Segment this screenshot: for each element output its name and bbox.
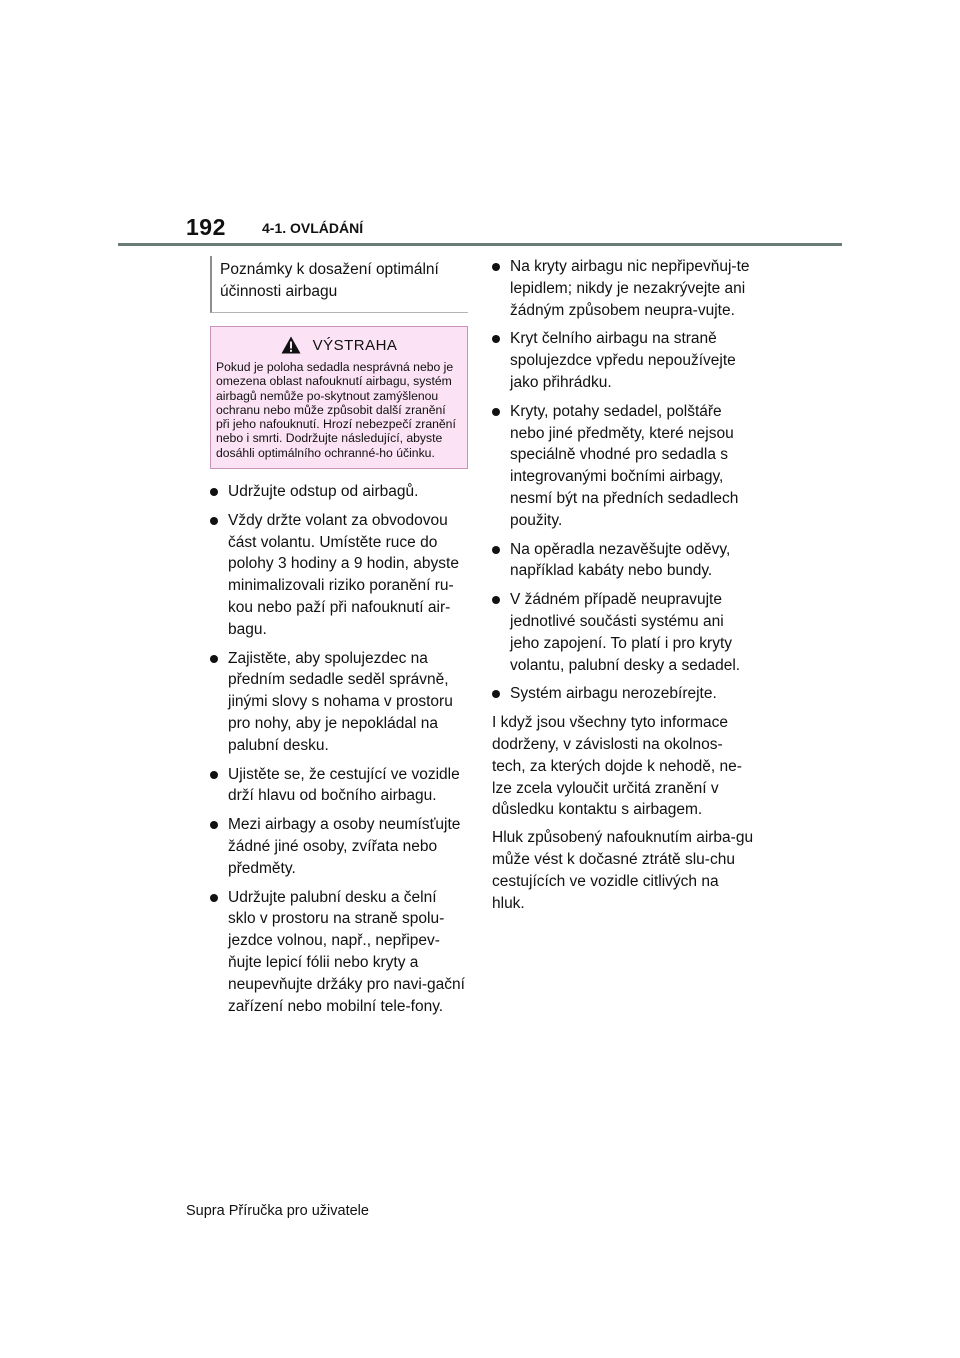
bullet-icon xyxy=(210,655,218,663)
list-item: Systém airbagu nerozebírejte. xyxy=(492,683,754,705)
bullet-icon xyxy=(210,488,218,496)
bullet-icon xyxy=(210,771,218,779)
bullet-icon xyxy=(210,517,218,525)
footer-text: Supra Příručka pro uživatele xyxy=(186,1203,369,1219)
bullet-icon xyxy=(492,335,500,343)
bullet-icon xyxy=(210,821,218,829)
section-title: 4-1. OVLÁDÁNÍ xyxy=(262,220,364,236)
bullet-icon xyxy=(492,263,500,271)
left-bullet-list xyxy=(210,481,468,1017)
header-divider xyxy=(118,243,842,246)
bullet-icon xyxy=(210,894,218,902)
list-item: Ujistěte se, že cestující ve vozidle drží hlavu od bočního airbagu. xyxy=(210,764,468,808)
right-bullet-list xyxy=(492,256,754,705)
list-item: Mezi airbagy a osoby neumísťujte žádné jiné osoby, zvířata nebo předměty. xyxy=(210,814,468,879)
body-paragraph: I když jsou všechny tyto informace dodrženy, v závislosti na okolnos-tech, za kterých dojde k nehodě, ne-lze zcela vyloučit určitá zranění v důsledku kontaktu s airbagem. xyxy=(492,714,742,819)
list-item: Na opěradla nezavěšujte oděvy, například kabáty nebo bundy. xyxy=(492,539,754,583)
bullet-icon xyxy=(492,546,500,554)
bullet-icon xyxy=(492,408,500,416)
bullet-icon xyxy=(492,690,500,698)
warning-title: VÝSTRAHA xyxy=(312,336,398,354)
list-item: Kryty, potahy sedadel, polštáře nebo jiné předměty, které nejsou speciálně vhodné pro sedadla s integrovanými bočními airbagy, nesmí být na předních sedadlech použity. xyxy=(492,401,754,532)
warning-triangle-icon xyxy=(281,336,301,354)
list-item: Kryt čelního airbagu na straně spolujezdce vpředu nepoužívejte jako přihrádku. xyxy=(492,328,754,393)
left-column xyxy=(210,256,468,1024)
list-item: Udržujte palubní desku a čelní sklo v prostoru na straně spolu-jezdce volnou, např., nepřipev-ňujte lepicí fólii nebo kryty a neupevňujte držáky pro navi-gační zařízení nebo mobilní tele-fony. xyxy=(210,887,468,1018)
list-item: Zajistěte, aby spolujezdec na předním sedadle seděl správně, jinými slovy s nohama v prostoru pro nohy, aby je nepokládal na palubní desku. xyxy=(210,648,468,757)
page-number: 192 xyxy=(186,214,226,240)
warning-header xyxy=(211,327,467,359)
right-column xyxy=(492,256,754,920)
note-heading: Poznámky k dosažení optimální účinnosti airbagu xyxy=(210,256,468,313)
list-item: Udržujte odstup od airbagů. xyxy=(210,481,468,503)
body-paragraph: Hluk způsobený nafouknutím airba-gu může vést k dočasné ztrátě slu-chu cestujících ve vozidle citlivých na hluk. xyxy=(492,829,754,912)
warning-text: Pokud je poloha sedadla nesprávná nebo je omezena oblast nafouknutí airbagu, systém airbagů nemůže po-skytnout zamýšlenou ochranu nebo může způsobit další zranění při jeho nafouknutí. Hrozí nebezpečí zranění nebo i smrti. Dodržujte následující, abyste dosáhli optimálního ochranné-ho účinku. xyxy=(216,360,456,460)
warning-box xyxy=(210,326,468,469)
list-item: Na kryty airbagu nic nepřipevňuj-te lepidlem; nikdy je nezakrývejte ani žádným způsobem neupra-vujte. xyxy=(492,256,754,321)
list-item: Vždy držte volant za obvodovou část volantu. Umístěte ruce do polohy 3 hodiny a 9 hodin, abyste minimalizovali riziko poranění ru-kou nebo paží při nafouknutí air-bagu. xyxy=(210,510,468,641)
list-item: V žádném případě neupravujte jednotlivé součásti systému ani jeho zapojení. To platí i pro kryty volantu, palubní desky a sedadel. xyxy=(492,589,754,676)
bullet-icon xyxy=(492,596,500,604)
